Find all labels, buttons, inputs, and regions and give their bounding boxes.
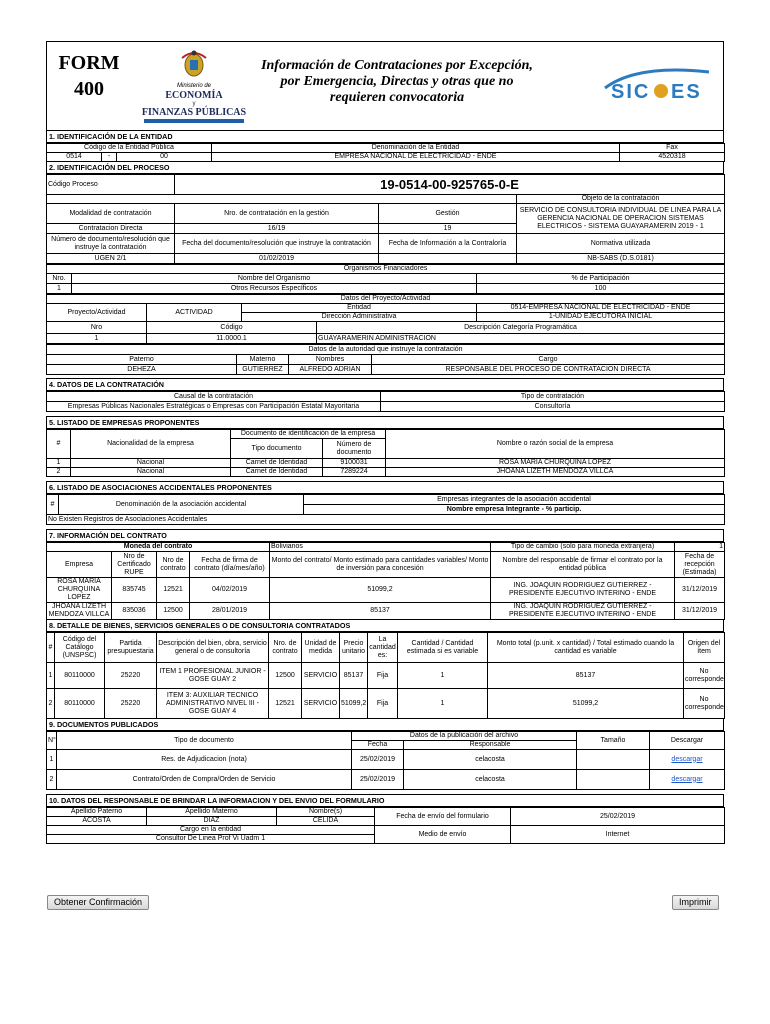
category-nro: 1 [47,334,147,344]
doc-size-header: Tamaño [577,732,650,750]
normativa-value: NB-SABS (D.S.0181) [517,254,725,264]
associations-table [46,494,725,525]
authority-materno: GUTIERREZ [237,365,289,375]
financiers-table [46,264,725,294]
item-qtytype-header: La cantidad es: [368,633,398,663]
item-total-header: Monto total (p.unit. x cantidad) / Total estimado cuando la cantidad es variable [488,633,684,663]
object-label: Objeto de la contratación [517,195,725,204]
download-link[interactable]: descargar [671,755,703,763]
item-price: 85137 [340,663,368,689]
doc-download-header: Descargar [650,732,725,750]
contract-data-table [46,391,725,412]
doc-resp: celacosta [404,750,577,770]
responsible-table [46,807,725,844]
contract-signer: ING. JOAQUIN RODRIGUEZ GUTIERREZ - PRESIDENTE EJECUTIVO INTERINO - ENDE [491,578,675,603]
contract-cert: 835745 [112,578,157,603]
financier-nro-header: Nro. [47,274,72,284]
contract-company: JHOANA LIZETH MENDOZA VILLCA [47,603,112,620]
resp-nombres-header: Nombre(s) [277,808,375,817]
section-4-heading: 4. DATOS DE LA CONTRATACIÓN [46,378,724,391]
causal-value: Empresas Públicas Nacionales Estratégicas o Empresas con Participación Estatal Mayoritaria [47,402,381,412]
documents-table [46,731,725,790]
association-name-header: Denominación de la asociación accidental [59,495,304,515]
contract-cert: 835036 [112,603,157,620]
doc-date: 25/02/2019 [352,750,404,770]
item-unit: SERVICIO [302,689,340,719]
process-code-label: Código Proceso [47,175,175,195]
financier-pct-header: % de Participación [477,274,725,284]
item-total: 51099,2 [488,689,684,719]
entity-code-a: 0514 [47,153,102,162]
item-qty-header: Cantidad / Cantidad estimada si es variable [398,633,488,663]
form-label: FORM [58,52,120,74]
send-date-label: Fecha de envío del formulario [375,808,511,826]
modality-label: Modalidad de contratación [47,204,175,224]
normativa-label: Normativa utilizada [517,234,725,254]
authority-nombres-header: Nombres [289,355,372,365]
association-hash-header: # [47,495,59,515]
entity-code-header: Código de la Entidad Pública [47,144,212,153]
section-10-heading: 10. DATOS DEL RESPONSABLE DE BRINDAR LA INFORMACION Y DEL ENVIO DEL FORMULARIO [46,794,724,807]
section-9-heading: 9. DOCUMENTOS PUBLICADOS [46,719,724,731]
item-partida-header: Partida presupuestaria [105,633,157,663]
ministry-bar [144,119,244,123]
form-code: 400 [74,78,104,100]
category-desc-header: Descripción Categoría Programática [317,322,725,334]
table-row [47,663,725,689]
bidder-name: JHOANA LIZETH MENDOZA VILLCA [386,468,725,477]
authority-paterno: DEHEZA [47,365,237,375]
bidder-docnum: 7289224 [323,468,386,477]
contract-reception-header: Fecha de recepción (Estimada) [675,552,725,578]
section-8-heading: 8. DETALLE DE BIENES, SERVICIOS GENERALES O DE CONSULTORIA CONTRATADOS [46,620,724,632]
object-value: SERVICIO DE CONSULTORIA INDIVIDUAL DE LINEA PARA LA GERENCIA NACIONAL DE OPERACION SISTEMAS ELECTRICOS - SISTEMA GUAYARAMERIN 2019 - 1 [517,204,725,234]
contract-number-value: 16/19 [175,224,379,234]
process-table [46,174,725,264]
bidder-nationality-header: Nacionalidad de la empresa [71,430,231,459]
contract-amount-header: Monto del contrato/ Monto estimado para cantidades variables/ Monto de inversión para concesión [270,552,491,578]
ministry-economia: ECONOMÍA [165,90,223,101]
item-contract: 12500 [269,663,302,689]
currency-label: Moneda del contrato [47,543,270,552]
doc-type: Res. de Adjudicacion (nota) [57,750,352,770]
bidder-docnum: 9100031 [323,459,386,468]
item-contract-header: Nro. de contrato [269,633,302,663]
item-price-header: Precio unitario [340,633,368,663]
item-qtytype: Fija [368,663,398,689]
bidder-number: 2 [47,468,71,477]
table-row [47,750,725,770]
resp-cargo-header: Cargo en la entidad [47,826,375,835]
ministry-y: y [192,101,196,107]
items-table [46,632,725,719]
contract-reception: 31/12/2019 [675,603,725,620]
table-row [47,468,725,477]
contract-info-table [46,542,725,620]
contract-signer: ING. JOAQUIN RODRIGUEZ GUTIERREZ - PRESIDENTE EJECUTIVO INTERINO - ENDE [491,603,675,620]
direction-label: Dirección Administrativa [242,313,477,322]
section-2-heading: 2. IDENTIFICACIÓN DEL PROCESO [46,162,724,174]
ministry-finanzas: FINANZAS PÚBLICAS [141,107,247,118]
item-number: 1 [47,663,55,689]
bidders-table [46,429,725,477]
contract-amount: 85137 [270,603,491,620]
section-5-heading: 5. LISTADO DE EMPRESAS PROPONENTES [46,416,724,429]
table-row [47,770,725,790]
ministry-logo [139,48,249,126]
contraloria-date-label: Fecha de Información a la Contraloría [379,234,517,254]
item-origin-header: Origen del ítem [684,633,725,663]
svg-text:ES: ES [671,81,702,103]
item-partida: 25220 [105,689,157,719]
exchange-value: 1 [675,543,725,552]
contract-nro-header: Nro de contrato [157,552,190,578]
table-row [47,578,725,603]
resolution-date-value: 01/02/2019 [175,254,379,264]
item-qtytype: Fija [368,689,398,719]
category-nro-header: Nro [47,322,147,334]
modality-value: Contratacion Directa [47,224,175,234]
item-qty: 1 [398,663,488,689]
ministry-small: Ministerio de [176,83,211,89]
resolution-number-value: UGEN 2/1 [47,254,175,264]
form-title: Información de Contrataciones por Excepción, por Emergencia, Directas y otras que no requieren convocatoria [261,58,533,105]
section-1-heading: 1. IDENTIFICACIÓN DE LA ENTIDAD [46,131,724,143]
form-page [46,41,724,844]
contract-date-header: Fecha de firma de contrato (día/mes/año) [190,552,270,578]
bidder-docnum-header: Número de documento [323,439,386,459]
entity-name-header: Denominación de la Entidad [212,144,620,153]
category-code: 11.0000.1 [147,334,317,344]
doc-resp-header: Responsable [404,741,577,750]
resp-paterno-header: Apellido Paterno [47,808,147,817]
resp-cargo: Consultor De Linea Prof Vi Uadm 1 [47,835,375,844]
contract-nro: 12521 [157,578,190,603]
bidder-nationality: Nacional [71,468,231,477]
financier-nro: 1 [47,284,72,294]
download-link[interactable]: descargar [671,775,703,783]
form-header [46,41,724,131]
resp-nombre: CELIDA [277,817,375,826]
entity-label: Entidad [242,304,477,313]
association-members-header: Empresas integrantes de la asociación accidental [304,495,725,505]
item-number: 2 [47,689,55,719]
authority-cargo-header: Cargo [372,355,725,365]
item-contract: 12521 [269,689,302,719]
table-row [47,603,725,620]
item-hash-header: # [47,633,55,663]
sicoes-logo [597,58,717,108]
item-desc-header: Descripción del bien, obra, servicio general o de consultoría [157,633,269,663]
bidder-number: 1 [47,459,71,468]
process-code: 19-0514-00-925765-0-E [175,175,725,195]
project-table [46,294,725,344]
contract-cert-header: Nro de Certificado RUPE [112,552,157,578]
gestion-label: Gestión [379,204,517,224]
financier-name: Otros Recursos Específicos [72,284,477,294]
financier-name-header: Nombre del Organismo [72,274,477,284]
resp-materno-header: Apellido Materno [147,808,277,817]
doc-type: Contrato/Orden de Compra/Orden de Servicio [57,770,352,790]
table-row [47,689,725,719]
get-confirmation-button[interactable]: Obtener Confirmación [47,895,149,910]
doc-date-header: Fecha [352,741,404,750]
authority-paterno-header: Paterno [47,355,237,365]
financier-pct: 100 [477,284,725,294]
project-heading: Datos del Proyecto/Actividad [47,295,725,304]
item-code-header: Código del Catálogo (UNSPSC) [55,633,105,663]
item-origin: No corresponde [684,663,725,689]
resolution-number-label: Número de documento/resolución que instruye la contratación [47,234,175,254]
entity-value: 0514-EMPRESA NACIONAL DE ELECTRICIDAD - ENDE [477,304,725,313]
authority-cargo: RESPONSABLE DEL PROCESO DE CONTRATACION DIRECTA [372,365,725,375]
contract-nro: 12500 [157,603,190,620]
contract-number-label: Nro. de contratación en la gestión [175,204,379,224]
item-total: 85137 [488,663,684,689]
contract-reception: 31/12/2019 [675,578,725,603]
association-member-pct-header: Nombre empresa Integrante - % particip. [304,505,725,515]
project-label: Proyecto/Actividad [47,304,147,322]
fax-value: 4520318 [620,153,725,162]
item-code: 80110000 [55,663,105,689]
bidder-doctype: Carnet de Identidad [231,459,323,468]
doc-date: 25/02/2019 [352,770,404,790]
sicoes-logo-icon [597,58,717,108]
section-6-heading: 6. LISTADO DE ASOCIACIONES ACCIDENTALES PROPONENTES [46,481,724,494]
direction-value: 1-UNIDAD EJECUTORA INICIAL [477,313,725,322]
resp-materno: DIAZ [147,817,277,826]
bidder-doc-header: Documento de identificación de la empresa [231,430,386,439]
exchange-label: Tipo de cambio (solo para moneda extranjera) [491,543,675,552]
section-7-heading: 7. INFORMACIÓN DEL CONTRATO [46,529,724,542]
send-medium-label: Medio de envío [375,826,511,844]
contract-type-label: Tipo de contratación [381,392,725,402]
resp-paterno: ACOSTA [47,817,147,826]
contract-date: 28/01/2019 [190,603,270,620]
item-desc: ITEM 1 PROFESIONAL JUNIOR - GOSE GUAY 2 [157,663,269,689]
contract-date: 04/02/2019 [190,578,270,603]
item-desc: ITEM 3: AUXILIAR TECNICO ADMINISTRATIVO NIVEL III - GOSE GUAY 4 [157,689,269,719]
item-unit-header: Unidad de medida [302,633,340,663]
contract-company-header: Empresa [47,552,112,578]
coat-of-arms-icon [179,48,209,78]
project-activity: ACTIVIDAD [147,304,242,322]
fax-header: Fax [620,144,725,153]
bidder-nationality: Nacional [71,459,231,468]
table-row [47,459,725,468]
currency-value: Bolivianos [270,543,491,552]
category-code-header: Código [147,322,317,334]
item-origin: No corresponde [684,689,725,719]
entity-code-b: - [102,153,117,162]
doc-type-header: Tipo de documento [57,732,352,750]
item-price: 51099,2 [340,689,368,719]
item-unit: SERVICIO [302,663,340,689]
print-button[interactable]: Imprimir [672,895,719,910]
causal-label: Causal de la contratación [47,392,381,402]
resolution-date-label: Fecha del documento/resolución que instruye la contratación [175,234,379,254]
entity-name: EMPRESA NACIONAL DE ELECTRICIDAD - ENDE [212,153,620,162]
send-medium-value: Internet [511,826,725,844]
association-empty: No Existen Registros de Asociaciones Accidentales [47,515,725,525]
contract-company: ROSA MARIA CHURQUINA LOPEZ [47,578,112,603]
doc-nro: 1 [47,750,57,770]
bidder-doctype-header: Tipo documento [231,439,323,459]
authority-materno-header: Materno [237,355,289,365]
gestion-value: 19 [379,224,517,234]
contract-type-value: Consultoría [381,402,725,412]
form-number [53,50,125,118]
bidder-hash-header: # [47,430,71,459]
financiers-heading: Organismos Financiadores [47,265,725,274]
send-date-value: 25/02/2019 [511,808,725,826]
contract-amount: 51099,2 [270,578,491,603]
authority-nombres: ALFREDO ADRIAN [289,365,372,375]
item-partida: 25220 [105,663,157,689]
doc-pub-header: Datos de la publicación del archivo [352,732,577,741]
bidder-doctype: Carnet de Identidad [231,468,323,477]
contract-signer-header: Nombre del responsable de firmar el contrato por la entidad pública [491,552,675,578]
doc-nro-header: N° [47,732,57,750]
category-desc: GUAYARAMERIN ADMINISTRACION [317,334,725,344]
svg-text:SIC: SIC [611,81,651,103]
authority-table [46,344,725,375]
doc-resp: celacosta [404,770,577,790]
bidder-name: ROSA MARIA CHURQUINA LOPEZ [386,459,725,468]
authority-heading: Datos de la autoridad que instruye la contratación [47,345,725,355]
entity-table [46,143,725,162]
item-code: 80110000 [55,689,105,719]
item-qty: 1 [398,689,488,719]
bidder-name-header: Nombre o razón social de la empresa [386,430,725,459]
doc-nro: 2 [47,770,57,790]
entity-code-c: 00 [117,153,212,162]
